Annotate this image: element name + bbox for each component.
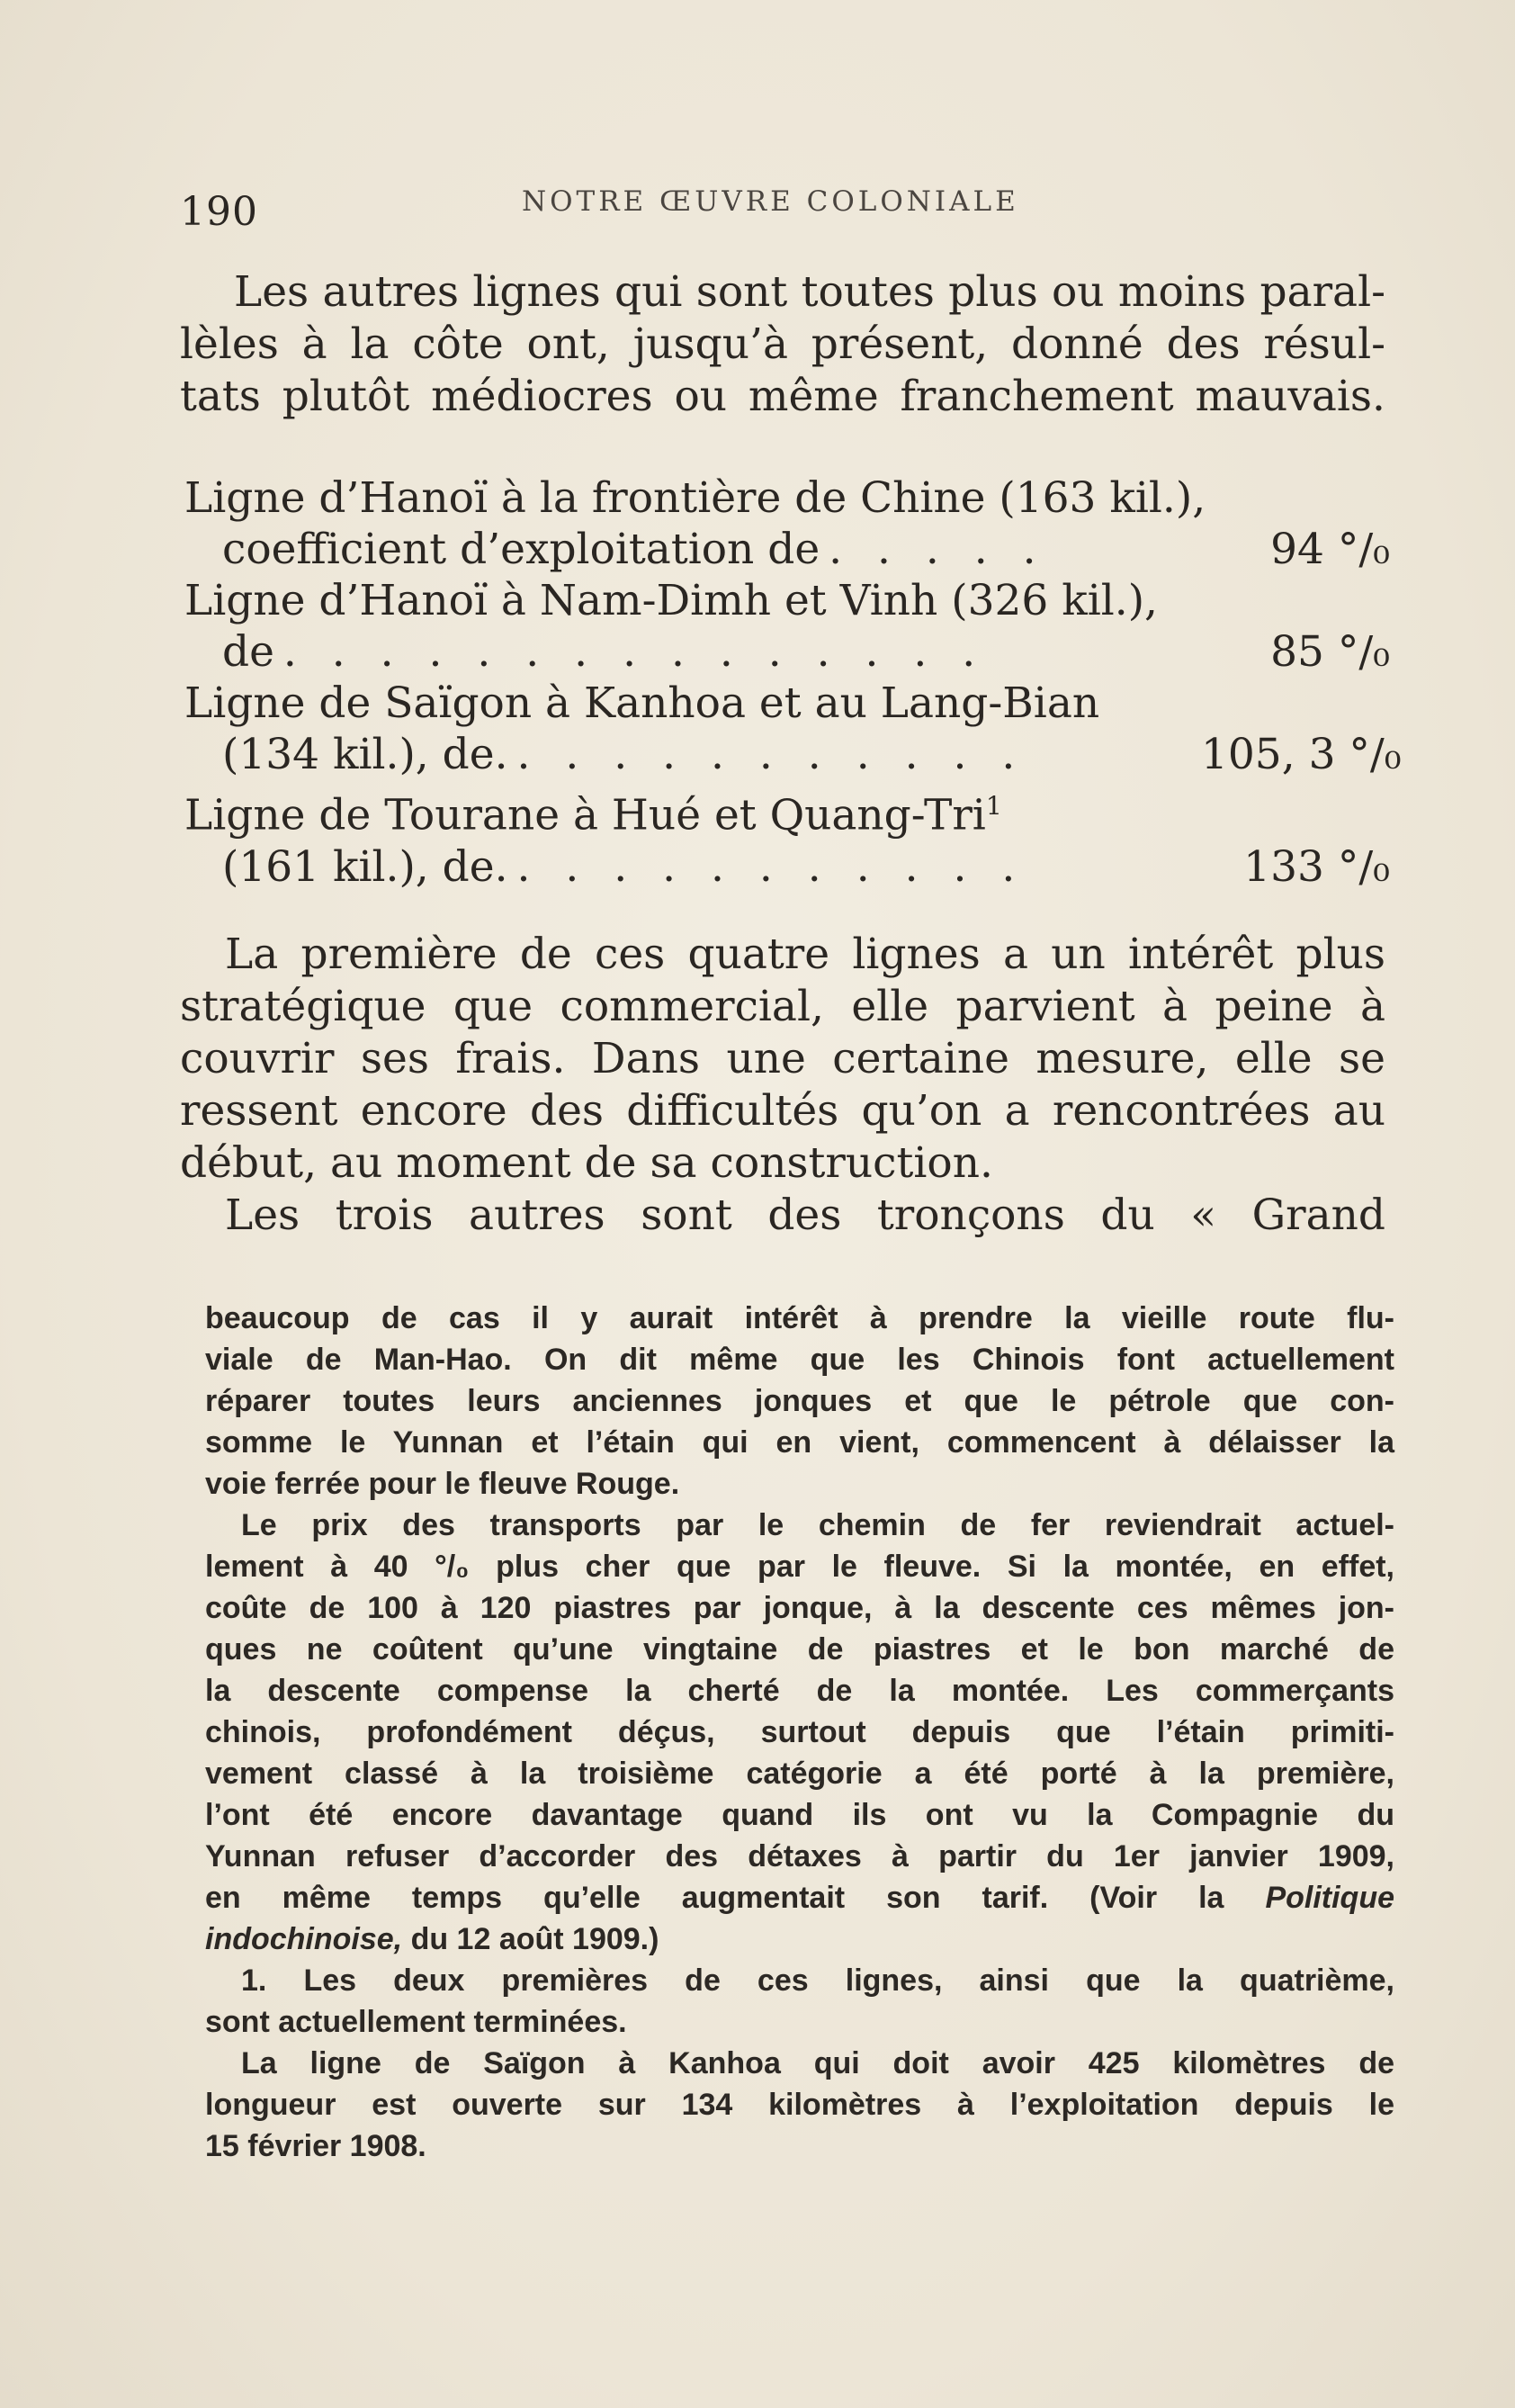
footnote-line: voie ferrée pour le fleuve Rouge. [205,1467,680,1501]
list-item [184,678,1402,780]
line-coefficient-row [184,626,1390,678]
footnote-line: lement à 40 °/₀ plus cher que par le fleuve. Si la montée, en effet, [205,1550,1394,1584]
line-description: Ligne de Saïgon à Kanhoa et au Lang-Bian [184,678,1100,728]
footnote-line: vement classé à la troisième catégorie a été porté à la première, [205,1757,1394,1791]
page-number: 190 [180,189,258,235]
coefficient-label: (134 kil.), de. [222,730,508,779]
footnote-text: du 12 août 1909.) [410,1922,659,1956]
journal-reference: Politique [1265,1881,1395,1915]
line-coefficient-row [184,524,1390,575]
footnote-line [205,1918,1394,1960]
leader-dots: . . . . . . . . . . . . . . . [282,627,987,677]
line-description: Ligne d’Hanoï à Nam-Dimh et Vinh (326 kil.), [184,576,1158,625]
line-description-text: Ligne de Tourane à Hué et Quang-Tri [184,790,986,840]
text-line: lèles à la côte ont, jusqu’à présent, donné des résul- [180,319,1385,369]
second-paragraph [180,929,1385,1242]
footnote-line: Yunnan refuser d’accorder des détaxes à partir du 1er janvier 1909, [205,1839,1394,1873]
railway-lines-list [184,472,1402,893]
coefficient-label: (161 kil.), de. [222,841,508,892]
coefficient-value: 94 °/₀ [1270,525,1390,574]
text-line: Les trois autres sont des tronçons du « Grand [225,1191,1385,1240]
text-line: stratégique que commercial, elle parvient à peine à [180,982,1385,1031]
leader-dots: . . . . . . . . . . . [516,730,1026,779]
line-coefficient-row [184,841,1390,893]
line-coefficient-row [184,729,1402,780]
coefficient-label: de [222,627,274,677]
text-line: ressent encore des difficultés qu’on a rencontrées au [180,1086,1385,1136]
text-line: tats plutôt médiocres ou même franchement mauvais. [180,372,1385,421]
footnotes [205,1298,1394,2167]
list-item [184,472,1390,575]
footnote-line: ques ne coûtent qu’une vingtaine de piastres et le bon marché de [205,1632,1394,1667]
list-item [184,575,1390,678]
footnote-line: l’ont été encore davantage quand ils ont vu la Compagnie du [205,1798,1394,1832]
footnote-line [205,1877,1394,1918]
footnote-line: beaucoup de cas il y aurait intérêt à prendre la vieille route flu- [205,1301,1394,1335]
footnote-marker: 1 [985,791,1002,821]
text-line: début, au moment de sa construction. [180,1138,993,1188]
footnote-line: 1. Les deux premières de ces lignes, ainsi que la quatrième, [241,1963,1394,1998]
footnote-line: coûte de 100 à 120 piastres par jonque, à la descente ces mêmes jon- [205,1591,1394,1625]
footnote-line: 15 février 1908. [205,2129,426,2163]
line-description [184,780,1390,841]
line-description: Ligne d’Hanoï à la frontière de Chine (163 kil.), [184,473,1206,523]
text-line: Les autres lignes qui sont toutes plus ou moins paral- [234,267,1385,317]
text-line: couvrir ses frais. Dans une certaine mesure, elle se [180,1034,1385,1083]
leader-dots: . . . . . [829,525,1047,574]
intro-paragraph [180,266,1385,423]
coefficient-value: 105, 3 °/₀ [1201,730,1402,779]
list-item [184,780,1390,893]
page-header [180,180,1385,234]
footnote-line: sont actuellement terminées. [205,2005,627,2039]
text-line: La première de ces quatre lignes a un intérêt plus [225,930,1385,979]
footnote-line: longueur est ouverte sur 134 kilomètres à l’exploitation depuis le [205,2088,1394,2122]
running-title: NOTRE ŒUVRE COLONIALE [522,185,1019,218]
coefficient-label: coefficient d’exploitation de [222,525,820,574]
footnote-line: somme le Yunnan et l’étain qui en vient, commencent à délaisser la [205,1425,1394,1460]
leader-dots: . . . . . . . . . . . [516,841,1026,892]
footnote-text: en même temps qu’elle augmentait son tarif. (Voir la [205,1881,1224,1915]
footnote-line: la descente compense la cherté de la montée. Les commerçants [205,1674,1394,1708]
coefficient-value: 85 °/₀ [1270,627,1390,677]
footnote-line: Le prix des transports par le chemin de fer reviendrait actuel- [241,1508,1394,1542]
journal-reference-cont: indochinoise, [205,1922,403,1956]
footnote-line: réparer toutes leurs anciennes jonques et que le pétrole que con- [205,1384,1394,1418]
footnote-line: La ligne de Saïgon à Kanhoa qui doit avoir 425 kilomètres de [241,2046,1394,2080]
coefficient-value: 133 °/₀ [1243,841,1390,892]
footnote-line: viale de Man-Hao. On dit même que les Chinois font actuellement [205,1343,1394,1377]
footnote-line: chinois, profondément déçus, surtout depuis que l’étain primiti- [205,1715,1394,1749]
